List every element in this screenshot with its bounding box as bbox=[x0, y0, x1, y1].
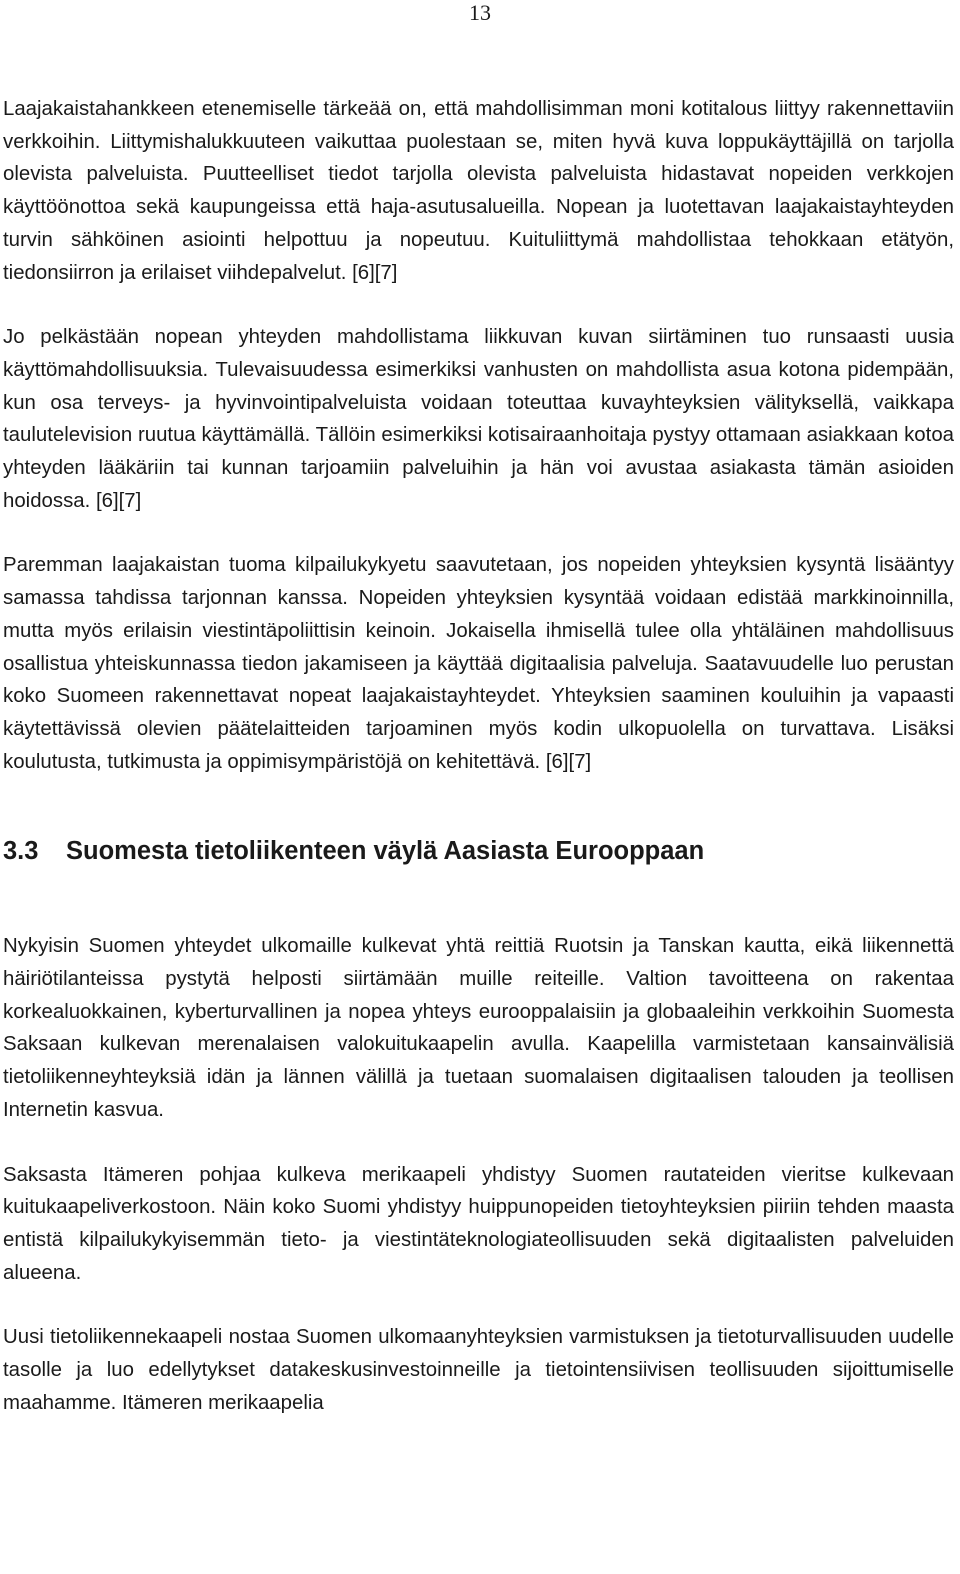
page-number: 13 bbox=[469, 0, 491, 25]
paragraph-broadband-adoption: Laajakaistahankkeen etenemiselle tärkeää on, että mahdollisimman moni kotitalous liittyy rakennettaviin verkkoihin. Liittymishalukkuuteen vaikuttaa puolestaan se, miten hyvä kuva loppukäyttäjillä on tarjolla olevista palveluista. Puutteelliset tiedot tarjolla olevista palveluista hidastavat nopeiden verkkojen käyttöönottoa sekä kaupungeissa että haja-asutusalueilla. Nopean ja luotettavan laajakaistayhteyden turvin sähköinen asiointi helpottuu ja nopeutuu. Kuituliittymä mahdollistaa tehokkaan etätyön, tiedonsiirron ja erilaiset viihdepalvelut. [6][7] bbox=[3, 98, 954, 284]
paragraph-baltic-cable: Saksasta Itämeren pohjaa kulkeva merikaapeli yhdistyy Suomen rautateiden vieritse kulkevaan kuitukaapeliverkostoon. Näin koko Suomi yhdistyy huippunopeiden tietoyhteyksien piiriin tehden maasta entistä kilpailukykyisemmän tieto- ja viestintäteknologiateollisuuden sekä digitaalisten palveluiden alueena. bbox=[3, 1163, 954, 1284]
paragraph-current-connections: Nykyisin Suomen yhteydet ulkomaille kulkevat yhtä reittiä Ruotsin ja Tanskan kautta, eikä liikennettä häiriötilanteissa pystytä helposti siirtämään muille reiteille. Valtion tavoitteena on rakentaa korkealuokkainen, kyberturvallinen ja nopea yhteys eurooppalaisiin ja globaaleihin verkkoihin Suomesta Saksaan kulkevan merenalaisen valokuitukaapelin avulla. Kaapelilla varmistetaan kansainvälisiä tietoliikenneyhteyksiä idän ja lännen välillä ja tuetaan suomalaisen digitaalisen talouden ja teollisen Internetin kasvua. bbox=[3, 935, 954, 1121]
paragraph-video-services: Jo pelkästään nopean yhteyden mahdollistama liikkuvan kuvan siirtäminen tuo runsaasti uusia käyttömahdollisuuksia. Tulevaisuudessa esimerkiksi vanhusten on mahdollista asua kotona pidempään, kun osa terveys- ja hyvinvointipalveluista voidaan toteuttaa kuvayhteyksien välityksellä, vaikkapa taulutelevision ruutua käyttämällä. Tällöin esimerkiksi kotisairaanhoitaja pystyy ottamaan asiakkaan kotoa yhteyden lääkäriin tai kunnan tarjoamiin palveluihin ja hän voi avustaa asiakasta tämän asioiden hoidossa. [6][7] bbox=[3, 326, 954, 512]
section-title: Suomesta tietoliikenteen väylä Aasiasta Eurooppaan bbox=[66, 837, 705, 866]
section-number: 3.3 bbox=[3, 837, 39, 866]
paragraph-new-cable: Uusi tietoliikennekaapeli nostaa Suomen ulkomaanyhteyksien varmistuksen ja tietoturvallisuuden uudelle tasolle ja luo edellytykset datakeskusinvestoinneille ja tietointensiivisen teollisuuden sijoittumiselle maahamme. Itämeren merikaapelia bbox=[3, 1326, 954, 1414]
document-body bbox=[3, 93, 954, 1452]
section-heading bbox=[3, 834, 954, 868]
paragraph-competitiveness: Paremman laajakaistan tuoma kilpailukykyetu saavutetaan, jos nopeiden yhteyksien kysyntä lisääntyy samassa tahdissa tarjonnan kanssa. Nopeiden yhteyksien kysyntää voidaan edistää markkinoinnilla, mutta myös erilaisin viestintäpoliittisin keinoin. Jokaisella ihmisellä tulee olla yhtäläinen mahdollisuus osallistua yhteiskunnassa tiedon jakamiseen ja käyttää digitaalisia palveluja. Saatavuudelle luo perustan koko Suomeen rakennettavat nopeat laajakaistayhteydet. Yhteyksien saaminen kouluihin ja vapaasti käytettävissä olevien päätelaitteiden tarjoaminen myös kodin ulkopuolella on turvattava. Lisäksi koulutusta, tutkimusta ja oppimisympäristöjä on kehitettävä. [6][7] bbox=[3, 554, 954, 773]
